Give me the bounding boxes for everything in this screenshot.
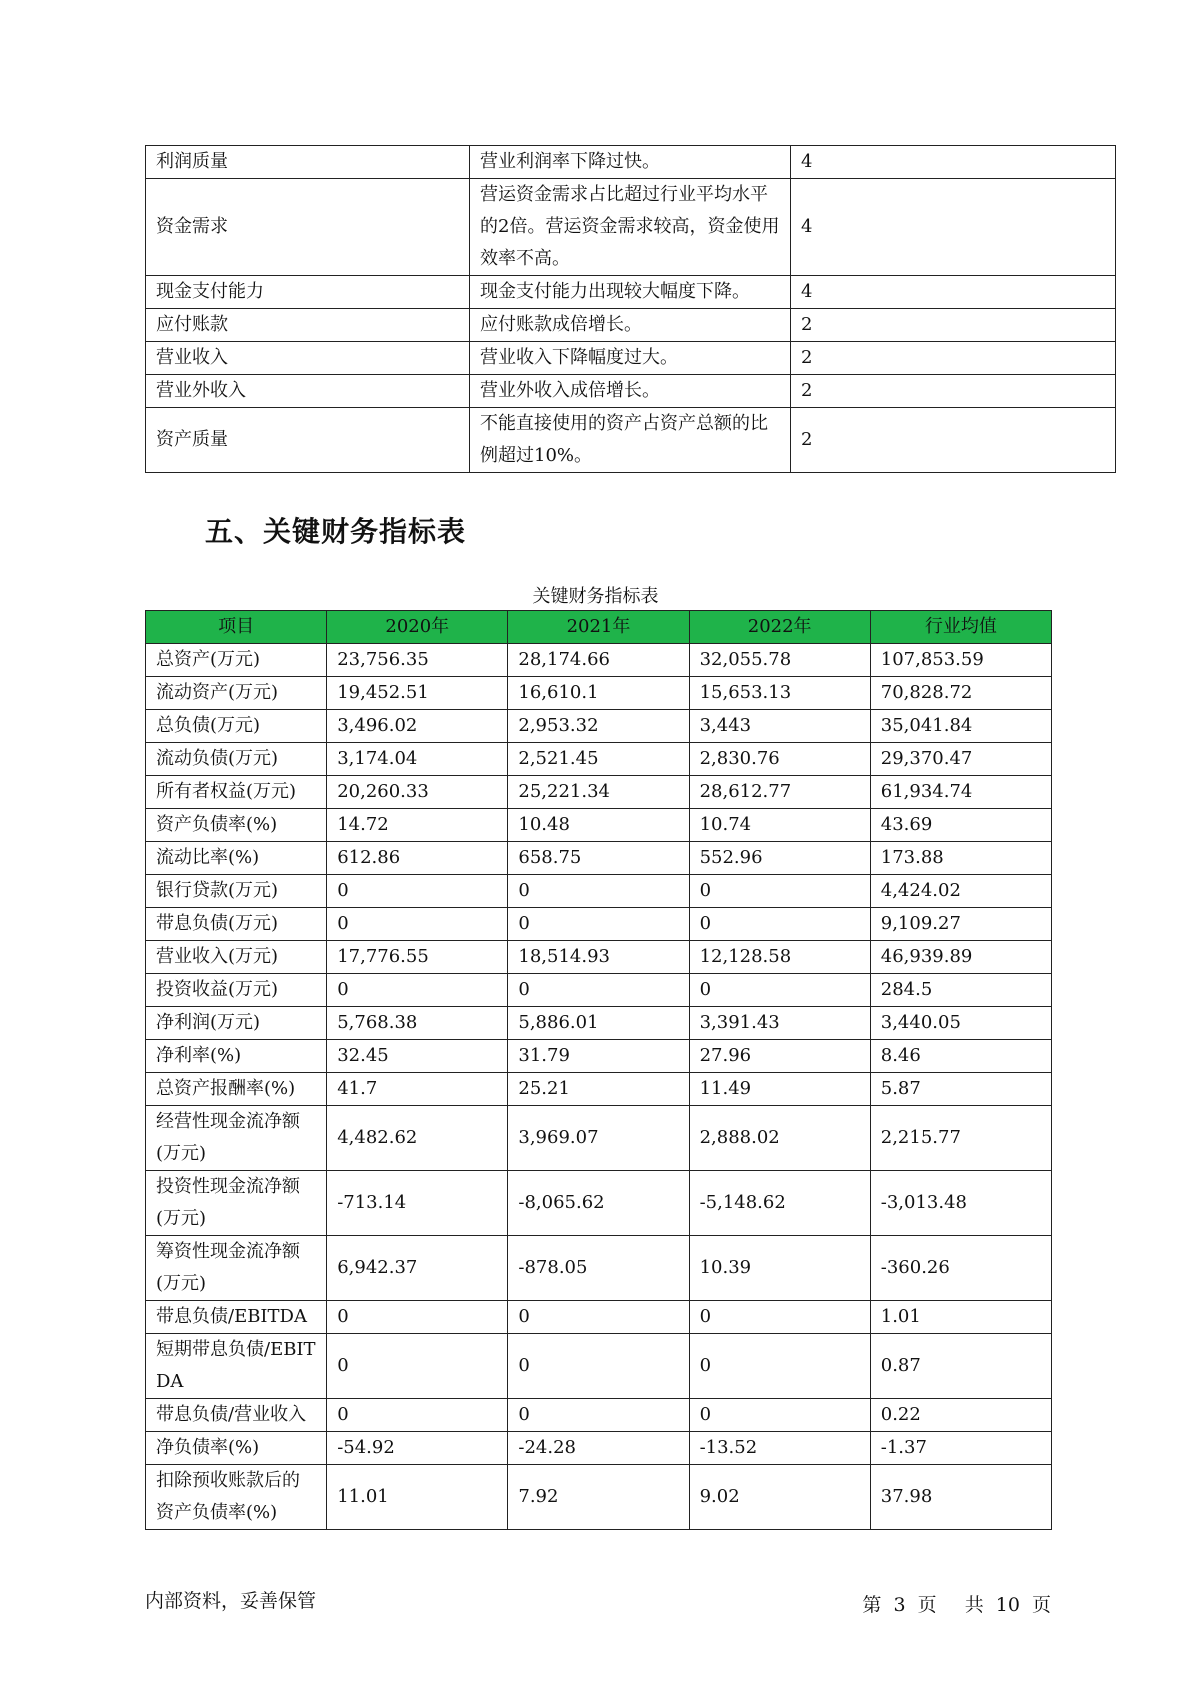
table-row <box>146 179 1116 276</box>
table-row <box>146 1465 1052 1530</box>
risk-item: 资金需求 <box>146 179 470 276</box>
risk-score: 2 <box>791 375 1116 408</box>
indicator-value: 2,215.77 <box>870 1106 1051 1171</box>
risk-score: 2 <box>791 408 1116 473</box>
indicator-value: -360.26 <box>870 1236 1051 1301</box>
header-cell: 2022年 <box>689 611 870 644</box>
indicator-name: 经营性现金流净额(万元) <box>146 1106 327 1171</box>
indicator-name: 流动资产(万元) <box>146 677 327 710</box>
indicator-value: 16,610.1 <box>508 677 689 710</box>
risk-desc: 现金支付能力出现较大幅度下降。 <box>470 276 791 309</box>
indicator-value: 612.86 <box>327 842 508 875</box>
table-row <box>146 309 1116 342</box>
indicator-value: -24.28 <box>508 1432 689 1465</box>
section-title: 五、关键财务指标表 <box>205 515 467 548</box>
indicator-value: 107,853.59 <box>870 644 1051 677</box>
indicator-value: -13.52 <box>689 1432 870 1465</box>
indicator-value: 6,942.37 <box>327 1236 508 1301</box>
indicator-value: 8.46 <box>870 1040 1051 1073</box>
table-row <box>146 146 1116 179</box>
financial-table-body <box>146 644 1052 1530</box>
indicator-value: 5,768.38 <box>327 1007 508 1040</box>
risk-item: 现金支付能力 <box>146 276 470 309</box>
table-row <box>146 375 1116 408</box>
indicator-value: 61,934.74 <box>870 776 1051 809</box>
indicator-value: 0.87 <box>870 1334 1051 1399</box>
total-suffix: 页 <box>1031 1594 1051 1616</box>
indicator-value: 11.01 <box>327 1465 508 1530</box>
risk-score: 2 <box>791 342 1116 375</box>
indicator-value: 552.96 <box>689 842 870 875</box>
indicator-value: 5.87 <box>870 1073 1051 1106</box>
risk-item: 利润质量 <box>146 146 470 179</box>
page-suffix: 页 <box>917 1594 937 1616</box>
indicator-value: 0 <box>689 908 870 941</box>
indicator-name: 总负债(万元) <box>146 710 327 743</box>
indicator-value: 0 <box>689 974 870 1007</box>
table-row <box>146 875 1052 908</box>
indicator-value: 35,041.84 <box>870 710 1051 743</box>
indicator-name: 带息负债/营业收入 <box>146 1399 327 1432</box>
indicator-value: 25,221.34 <box>508 776 689 809</box>
indicator-value: 3,496.02 <box>327 710 508 743</box>
indicator-value: 20,260.33 <box>327 776 508 809</box>
indicator-value: -8,065.62 <box>508 1171 689 1236</box>
indicator-value: 4,424.02 <box>870 875 1051 908</box>
risk-score: 4 <box>791 146 1116 179</box>
indicator-value: 31.79 <box>508 1040 689 1073</box>
page-number: 3 <box>893 1594 906 1616</box>
indicator-value: 2,521.45 <box>508 743 689 776</box>
indicator-value: 284.5 <box>870 974 1051 1007</box>
indicator-value: 4,482.62 <box>327 1106 508 1171</box>
table-row <box>146 1301 1052 1334</box>
risk-score: 2 <box>791 309 1116 342</box>
indicator-value: 18,514.93 <box>508 941 689 974</box>
indicator-name: 所有者权益(万元) <box>146 776 327 809</box>
table-row <box>146 908 1052 941</box>
indicator-value: 11.49 <box>689 1073 870 1106</box>
indicator-value: 0 <box>327 875 508 908</box>
table-row <box>146 408 1116 473</box>
table-row <box>146 1399 1052 1432</box>
indicator-name: 净负债率(%) <box>146 1432 327 1465</box>
table-row <box>146 1236 1052 1301</box>
table-row <box>146 1334 1052 1399</box>
indicator-name: 流动负债(万元) <box>146 743 327 776</box>
table-row <box>146 809 1052 842</box>
indicator-value: 19,452.51 <box>327 677 508 710</box>
table-row <box>146 1007 1052 1040</box>
indicator-name: 扣除预收账款后的资产负债率(%) <box>146 1465 327 1530</box>
indicator-value: 0 <box>508 1399 689 1432</box>
indicator-name: 净利率(%) <box>146 1040 327 1073</box>
indicator-value: 3,969.07 <box>508 1106 689 1171</box>
indicator-value: 0 <box>508 974 689 1007</box>
risk-item: 营业外收入 <box>146 375 470 408</box>
indicator-name: 总资产报酬率(%) <box>146 1073 327 1106</box>
risk-desc: 不能直接使用的资产占资产总额的比例超过10%。 <box>470 408 791 473</box>
indicator-value: 0 <box>508 1334 689 1399</box>
table-row <box>146 941 1052 974</box>
table-row <box>146 677 1052 710</box>
table-row <box>146 1171 1052 1236</box>
table-row <box>146 743 1052 776</box>
risk-item: 资产质量 <box>146 408 470 473</box>
indicator-value: 658.75 <box>508 842 689 875</box>
risk-item: 营业收入 <box>146 342 470 375</box>
table-header-row <box>146 611 1052 644</box>
table-row <box>146 342 1116 375</box>
indicator-value: 0 <box>327 1399 508 1432</box>
indicator-name: 带息负债/EBITDA <box>146 1301 327 1334</box>
table-row <box>146 710 1052 743</box>
indicator-value: -3,013.48 <box>870 1171 1051 1236</box>
indicator-value: 10.39 <box>689 1236 870 1301</box>
indicator-value: -878.05 <box>508 1236 689 1301</box>
risk-desc: 营运资金需求占比超过行业平均水平的2倍。营运资金需求较高，资金使用效率不高。 <box>470 179 791 276</box>
indicator-value: 14.72 <box>327 809 508 842</box>
indicator-value: 0 <box>327 1301 508 1334</box>
table-row <box>146 974 1052 1007</box>
indicator-value: 3,440.05 <box>870 1007 1051 1040</box>
header-cell: 行业均值 <box>870 611 1051 644</box>
indicator-name: 投资性现金流净额(万元) <box>146 1171 327 1236</box>
indicator-value: 2,888.02 <box>689 1106 870 1171</box>
indicator-value: -54.92 <box>327 1432 508 1465</box>
footer-page-info <box>856 1590 1051 1617</box>
page-prefix: 第 <box>862 1594 882 1616</box>
header-cell: 项目 <box>146 611 327 644</box>
risk-score: 4 <box>791 276 1116 309</box>
indicator-value: 28,612.77 <box>689 776 870 809</box>
indicator-value: -5,148.62 <box>689 1171 870 1236</box>
footer-confidential-note: 内部资料，妥善保管 <box>145 1590 317 1612</box>
indicator-name: 资产负债率(%) <box>146 809 327 842</box>
indicator-value: -1.37 <box>870 1432 1051 1465</box>
risk-item: 应付账款 <box>146 309 470 342</box>
indicator-value: 173.88 <box>870 842 1051 875</box>
indicator-value: -713.14 <box>327 1171 508 1236</box>
indicator-value: 25.21 <box>508 1073 689 1106</box>
risk-desc: 营业外收入成倍增长。 <box>470 375 791 408</box>
indicator-name: 营业收入(万元) <box>146 941 327 974</box>
table-row <box>146 1432 1052 1465</box>
indicator-name: 短期带息负债/EBITDA <box>146 1334 327 1399</box>
indicator-value: 3,174.04 <box>327 743 508 776</box>
risk-table <box>145 145 1116 473</box>
table-row <box>146 276 1116 309</box>
indicator-name: 带息负债(万元) <box>146 908 327 941</box>
indicator-value: 28,174.66 <box>508 644 689 677</box>
indicator-value: 2,953.32 <box>508 710 689 743</box>
table-caption: 关键财务指标表 <box>532 586 659 607</box>
indicator-name: 筹资性现金流净额(万元) <box>146 1236 327 1301</box>
indicator-value: 3,443 <box>689 710 870 743</box>
indicator-value: 0 <box>327 1334 508 1399</box>
indicator-value: 9.02 <box>689 1465 870 1530</box>
indicator-value: 29,370.47 <box>870 743 1051 776</box>
table-row <box>146 644 1052 677</box>
indicator-value: 0 <box>689 1301 870 1334</box>
indicator-name: 银行贷款(万元) <box>146 875 327 908</box>
indicator-value: 17,776.55 <box>327 941 508 974</box>
indicator-value: 46,939.89 <box>870 941 1051 974</box>
indicator-value: 0.22 <box>870 1399 1051 1432</box>
header-cell: 2020年 <box>327 611 508 644</box>
table-row <box>146 1040 1052 1073</box>
indicator-value: 32,055.78 <box>689 644 870 677</box>
indicator-value: 37.98 <box>870 1465 1051 1530</box>
indicator-value: 5,886.01 <box>508 1007 689 1040</box>
table-row <box>146 1073 1052 1106</box>
indicator-value: 0 <box>689 1334 870 1399</box>
indicator-value: 0 <box>508 1301 689 1334</box>
table-row <box>146 1106 1052 1171</box>
risk-score: 4 <box>791 179 1116 276</box>
indicator-value: 10.74 <box>689 809 870 842</box>
indicator-value: 0 <box>327 974 508 1007</box>
indicator-value: 0 <box>689 1399 870 1432</box>
indicator-name: 净利润(万元) <box>146 1007 327 1040</box>
indicator-value: 27.96 <box>689 1040 870 1073</box>
indicator-value: 0 <box>327 908 508 941</box>
indicator-value: 32.45 <box>327 1040 508 1073</box>
indicator-value: 23,756.35 <box>327 644 508 677</box>
indicator-name: 流动比率(%) <box>146 842 327 875</box>
header-cell: 2021年 <box>508 611 689 644</box>
indicator-value: 1.01 <box>870 1301 1051 1334</box>
indicator-value: 70,828.72 <box>870 677 1051 710</box>
indicator-value: 41.7 <box>327 1073 508 1106</box>
indicator-value: 10.48 <box>508 809 689 842</box>
indicator-value: 3,391.43 <box>689 1007 870 1040</box>
indicator-value: 0 <box>508 908 689 941</box>
total-pages: 10 <box>995 1594 1020 1616</box>
indicator-value: 12,128.58 <box>689 941 870 974</box>
indicator-value: 0 <box>508 875 689 908</box>
indicator-value: 2,830.76 <box>689 743 870 776</box>
financial-indicators-table <box>145 610 1052 1530</box>
total-prefix: 共 <box>964 1594 984 1616</box>
indicator-name: 总资产(万元) <box>146 644 327 677</box>
indicator-value: 43.69 <box>870 809 1051 842</box>
indicator-value: 0 <box>689 875 870 908</box>
risk-desc: 营业利润率下降过快。 <box>470 146 791 179</box>
indicator-value: 7.92 <box>508 1465 689 1530</box>
risk-desc: 应付账款成倍增长。 <box>470 309 791 342</box>
risk-desc: 营业收入下降幅度过大。 <box>470 342 791 375</box>
indicator-name: 投资收益(万元) <box>146 974 327 1007</box>
indicator-value: 9,109.27 <box>870 908 1051 941</box>
indicator-value: 15,653.13 <box>689 677 870 710</box>
table-row <box>146 842 1052 875</box>
table-row <box>146 776 1052 809</box>
